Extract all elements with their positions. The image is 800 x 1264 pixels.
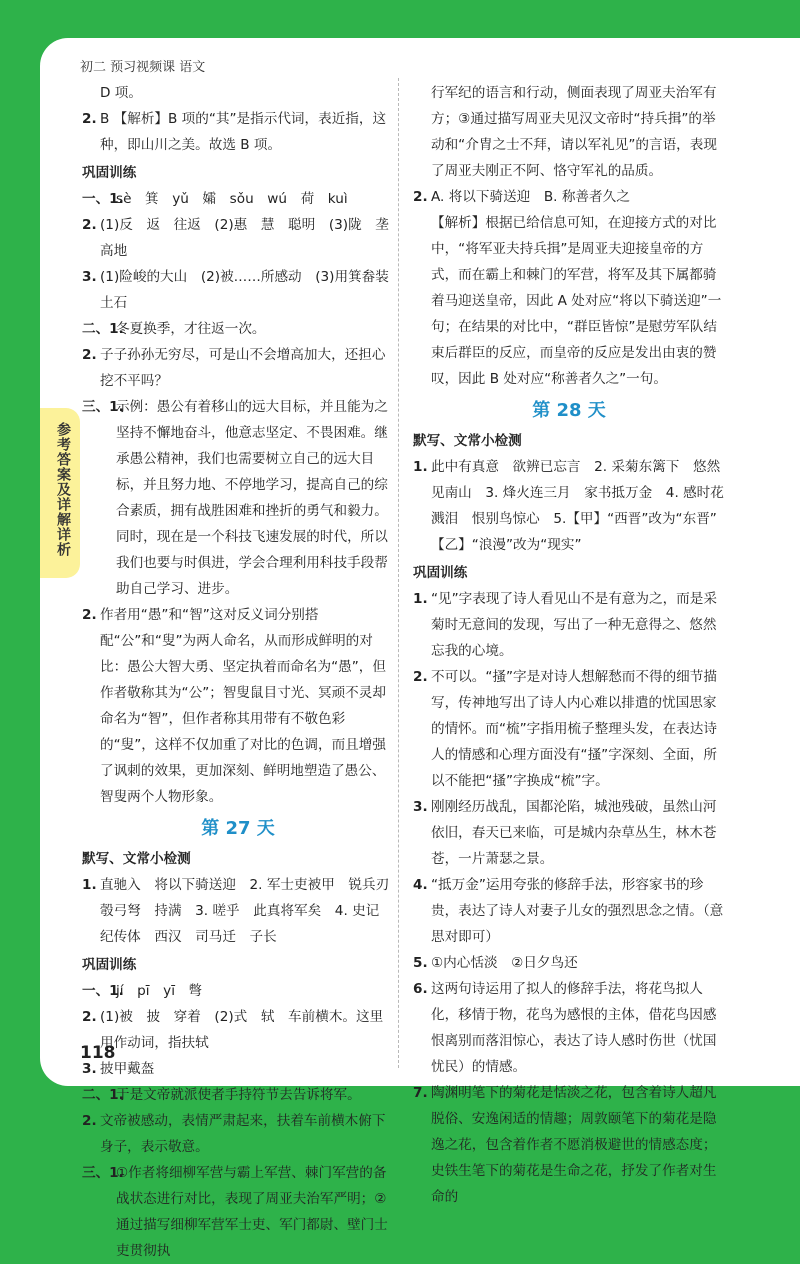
page-header: 初二 预习视频课 语文 [80,60,206,75]
section-heading: 巩固训练 [413,565,468,581]
answer-item: 1. “见”字表现了诗人看见山不是有意为之，而是采菊时无意间的发现，写出了一种无意得之、悠然忘我的心境。 [413,591,717,659]
answer-item: 5. ①内心恬淡 ②日夕鸟还 [413,955,578,971]
section-heading: 默写、文常小检测 [413,433,522,449]
answer-item: 一、1. jí pī yī 彆 [82,983,203,999]
section-heading: 默写、文常小检测 [82,851,191,867]
answer-item: 2. 作者用“愚”和“智”这对反义词分别搭配“公”和“叟”为两人命名，从而形成鲜明的对比：愚公大智大勇、坚定执着而命名为“愚”，但作者敬称其为“公”；智叟鼠目寸光、冥顽不灵却命名为“智”，但作者称其用带有不敬色彩的“叟”，这样不仅加重了对比的色调，而且增强了讽刺的效果，更加深刻、鲜明地塑造了愚公、智叟两个人物形象。 [82,607,386,805]
d-option-text: D 项。 [100,85,142,101]
answer-item: 3. (1)险峻的大山 (2)被……所感动 (3)用箕畚装土石 [82,269,389,311]
answer-item: 7. 陶渊明笔下的菊花是恬淡之花，包含着诗人超凡脱俗、安逸闲适的情趣；周敦颐笔下的菊花是隐逸之花，包含着作者不愿消极避世的情感态度；史铁生笔下的菊花是生命之花，抒发了作者对生命的 [413,1085,717,1205]
answer-item: 2. 文帝被感动，表情严肃起来，扶着车前横木俯下身子，表示敬意。 [82,1113,386,1155]
section-heading: 巩固训练 [82,957,137,973]
answer-item: 1. 此中有真意 欲辨已忘言 2. 采菊东篱下 悠然见南山 3. 烽火连三月 家书抵万金 4. 感时花溅泪 恨别鸟惊心 5.【甲】“西晋”改为“东晋” 【乙】“浪漫”改为“现实” [413,459,731,553]
answer-item: 4. “抵万金”运用夸张的修辞手法，形容家书的珍贵，表达了诗人对妻子儿女的强烈思念之情。（意思对即可） [413,877,724,945]
answer-item: 3. 刚刚经历战乱，国都沦陷，城池残破，虽然山河依旧，春天已来临，可是城内杂草丛生，林木苍苍，一片萧瑟之景。 [413,799,717,867]
answer-item: 3. 披甲戴盔 [82,1061,155,1077]
answer-item: 三、1. 示例：愚公有着移山的远大目标，并且能为之坚持不懈地奋斗，他意志坚定、不畏困难。继承愚公精神，我们也需要树立自己的远大目标，并且努力地、不停地学习，提高自己的综合素质，拥有战胜困难和挫折的勇气和毅力。同时，现在是一个科技飞速发展的时代，所以我们也要与时俱进，学会合理利用科技手段帮助自己学习、进步。 [82,399,388,597]
page-number: 118 [80,1043,116,1063]
answer-item: 二、1. 于是文帝就派使者手持符节去告诉将军。 [82,1087,361,1103]
answer-item: 2. (1)被 披 穿着 (2)式 轼 车前横木。这里用作动词，指扶轼 [82,1009,384,1051]
right-column [413,80,731,1210]
answer-item: 二、1. 冬夏换季，才往返一次。 [82,321,266,337]
answer-item: 2. B 【解析】B 项的“其”是指示代词，表近指，这种，即山川之美。故选 B 项。 [82,111,387,153]
answer-item: 三、1. ①作者将细柳军营与霸上军营、棘门军营的备战状态进行对比，表现了周亚夫治军严明；②通过描写细柳军营军士吏、军门都尉、壁门士吏贯彻执 [82,1165,388,1259]
answer-item: 1. 直驰入 将以下骑送迎 2. 军士吏被甲 锐兵刃 彀弓弩 持满 3. 嗟乎 此真将军矣 4. 史记 纪传体 西汉 司马迁 子长 [82,877,403,945]
side-tab [40,408,80,578]
answer-item: 2. (1)反 返 往返 (2)惠 慧 聪明 (3)陇 垄 高地 [82,217,403,259]
answer-item: 6. 这两句诗运用了拟人的修辞手法，将花鸟拟人化，移情于物，花鸟为感恨的主体，借花鸟因感恨离别而落泪惊心，表达了诗人感时伤世（忧国忧民）的情感。 [413,981,717,1075]
side-tab-label: 参考答案及详解详析 [55,422,71,557]
day-heading: 第 27 天 [201,818,275,839]
analysis-text: 【解析】根据已给信息可知，在迎接方式的对比中，“将军亚夫持兵揖”是周亚夫迎接皇帝的方式，而在霸上和棘门的军营，将军及其下属都骑着马迎送皇帝，因此 A 处对应“将以下骑送迎”一句；在结果的对比中，“群臣皆惊”是慰劳军队结束后群臣的反应，而皇帝的反应是发出由衷的赞叹，因此 B 处对应“称善者久之”一句。 [431,215,722,387]
answer-item: 一、1. sè 箕 yǔ 孀 sǒu wú 荷 kuì [82,191,348,207]
answer-item: 2. 子子孙孙无穷尽，可是山不会增高加大，还担心挖不平吗？ [82,347,386,389]
answer-item: 2. 不可以。“搔”字是对诗人想解愁而不得的细节描写，传神地写出了诗人内心难以排遣的忧国思家的情怀。而“梳”字指用梳子整理头发，在表达诗人的情感和心理方面没有“搔”字深刻、全面，所以不能把“搔”字换成“梳”字。 [413,669,717,789]
continued-text: 行军纪的语言和行动，侧面表现了周亚夫治军有方；③通过描写周亚夫见汉文帝时“持兵揖”的举动和“介胄之士不拜，请以军礼见”的言语，表现了周亚夫刚正不阿、恪守军礼的品质。 [431,85,717,179]
left-column [82,80,403,1264]
section-heading: 巩固训练 [82,165,137,181]
answer-item: 2. A. 将以下骑送迎 B. 称善者久之 [413,189,630,205]
day-heading: 第 28 天 [532,400,606,421]
